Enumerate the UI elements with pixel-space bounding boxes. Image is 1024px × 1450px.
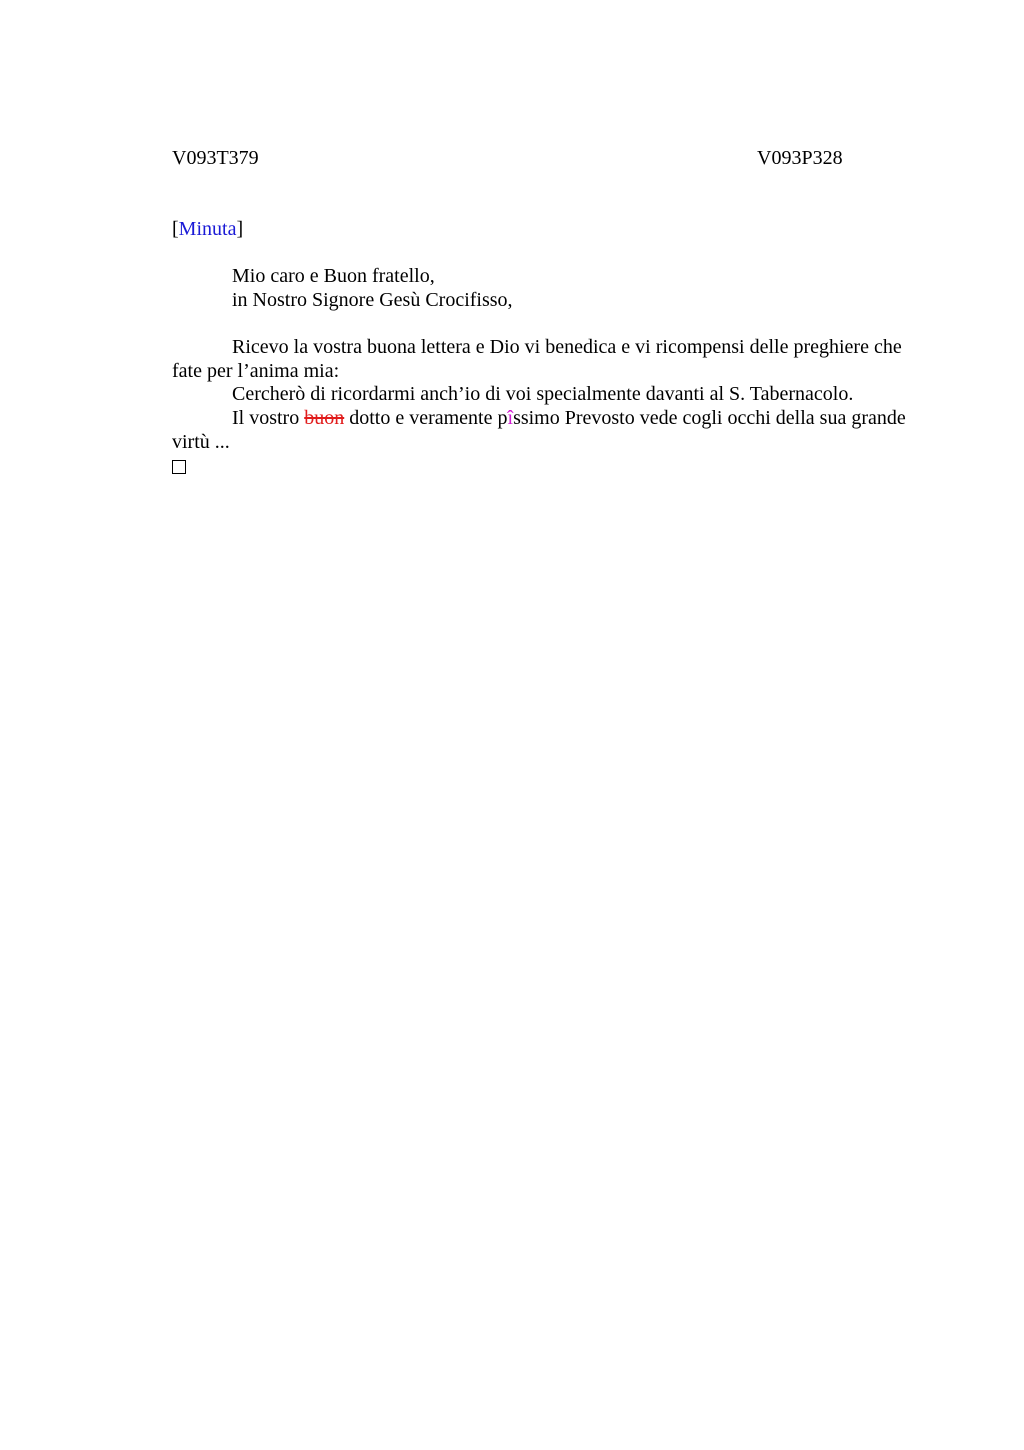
insertion-mark: î [507, 406, 514, 429]
minuta-word: Minuta [178, 218, 237, 240]
salutation-line-2: in Nostro Signore Gesù Crocifisso, [232, 288, 513, 311]
document-code-right: V093P328 [757, 147, 843, 169]
deleted-word: buon [304, 406, 345, 429]
paragraph-3-end: ssimo Prevosto vede cogli occhi della sua grande virtù ... [172, 406, 906, 453]
checkbox-square-icon [172, 460, 186, 474]
paragraph-3-start: Il vostro [232, 406, 305, 429]
paragraph-3-mid: dotto e veramente p [344, 406, 508, 429]
minuta-label [172, 217, 243, 241]
paragraph-3 [172, 407, 928, 454]
paragraph-gap [172, 312, 928, 336]
close-bracket: ] [236, 218, 244, 240]
letter-body [172, 265, 928, 478]
paragraph-1: Ricevo la vostra buona lettera e Dio vi benedica e vi ricompensi delle preghiere che fate per l’anima mia: [172, 336, 902, 382]
document-code-left: V093T379 [172, 147, 259, 169]
end-marker-line [172, 454, 928, 478]
paragraph-2: Cercherò di ricordarmi anch’io di voi specialmente davanti al S. Tabernacolo. [232, 383, 854, 406]
salutation-line-1: Mio caro e Buon fratello, [232, 265, 435, 287]
open-bracket: [ [172, 218, 179, 240]
